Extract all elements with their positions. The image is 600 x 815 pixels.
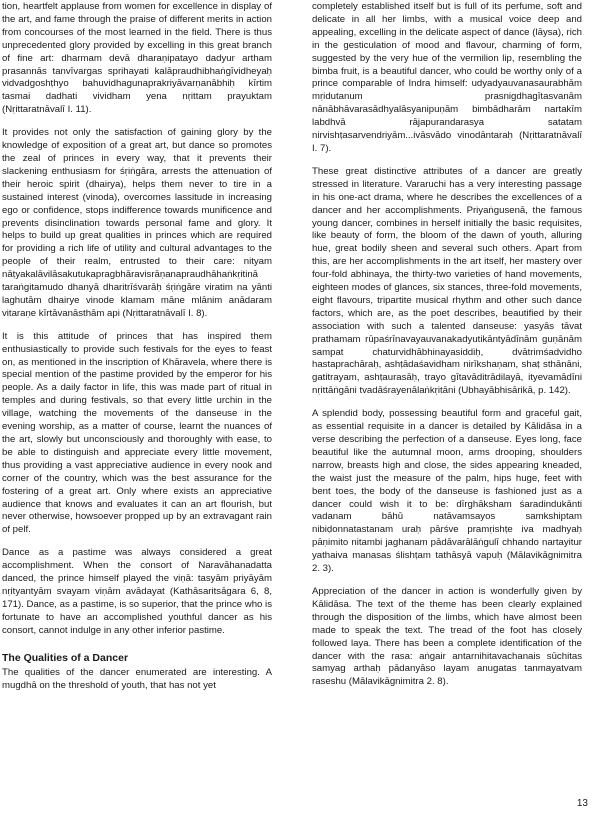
paragraph: A splendid body, possessing beautiful form and graceful gait, as essential requisite in a dancer is detailed by Kālidāsa in a verse describing the perfection of a danseuse. Eyes long, face beautiful like the autumnal moon, arms drooping, shoulders narrow, breasts high and close, the sides appearing kneaded, the waist just the measure of the palm, hips huge, feet with bent toes, the body of the danseuse is fashioned just as a dancer could wish it to be: dīrghāksham śaradindukānti vadanam bāhū natāvamsayos samkshiptam nibiḍonnatastanam uraḥ pārśve pramṛishṭe iva madhyaḥ pāṇimito nitambi jaghanam pādāvarālāṅgulī chhando nartayitur yathaiva manasas ślishṭam tathāsyā vapuḥ (Mālavikāgnimitra 2. 3). [312, 408, 582, 575]
right-column [312, 0, 582, 699]
paragraph: It provides not only the satisfaction of gaining glory by the knowledge of exposition of a great art, but dance so promotes the zeal of princes in every way, that it prevents their slackening enthusiasm for śṛiṅgāra, arrests the attenuation of their heroic spirit (dhairya), helps them never to tire in a sustained interest (vinoda), overcomes lassitude in increasing ego or confidence, stops indifference towards munificence and prevents disinclination towards personal fame and glory. It helps to build up great qualities in princes which are required for providing a rich life of utility and cultural advantages to the people of their realm, entrusted to their care: nityam nāṭyakalāvilāsakutukapragbhāravisrāṇanapraudhāhaṅkṛitinā taraṅgitamudo dhanyā dharitrīśvarāḥ śṛiṅgāre viratim na yānti laghutām dhairye vinode klamam māne mlānim anādaram vitaraṇe kīrtāvanāsthām api (Nṛittaratnāvalī I. 8). [2, 127, 272, 319]
paragraph: Dance as a pastime was always considered a great accomplishment. When the consort of Naravāhanadatta danced, the prince himself played the viṇā: tasyām priyāyām nṛityantyām svayam viṇām avādayat (Kathāsaritsāgara 6, 8, 171). Dance, as a pastime, is so superior, that the prince who is fortunate to have an accomplished youthful dancer as his consort, cannot indulge in any other inferior pastime. [2, 547, 272, 636]
section-heading: The Qualities of a Dancer [2, 651, 129, 664]
paragraph: These great distinctive attributes of a dancer are greatly stressed in literature. Vararuchi has a very interesting passage in his one-act drama, where he describes the excellences of a dancer and her accomplishments. Priyaṅgusenā, the famous young dancer, combines in herself initially the basic requisites, like beauty of form, the bloom of the dawn of youth, alluring hue, great bodily sheen and several such others. Apart from this, are her accomplishments in the art itself, her mastery over four-fold abhinaya, the thirty-two varieties of hand movements, eighteen modes of glances, six stances, three-fold movements, eight flavours, tripartite musical rhythm and other such dance factors, which are, as the poet describes, beautified by their association with such a talented danseuse: yasyās tāvat prathamam rūpaśrīnavayauvanakadyutikāntyādīnām guṇānām sampat chaturvidhābhinayasiddiḥ, dvātrimśadvidho hastaprachāraḥ, ashṭādaśavidham nirīkshaṇam, shaṭ sthānāni, gatitrayam, ashṭaurasāḥ, trayo gītavāditrādilayā, ityevamādīni nṛittāṅgāni tvadāśrayenālaṅkṛitāni (Ubhayābhisārikā, p. 142). [312, 165, 582, 397]
paragraph: It is this attitude of princes that has inspired them enthusiastically to provide such festivals for the eyes to feast on, as mentioned in the inscription of Khāravela, where there is special mention of the pastime provided by the emperor for his people. As a daily factor in life, this was made part of ritual in temples and during festivals, so that every little urchin in the village, watching the movements of the danseuse in the evening worship, as a matter of course, learnt the nuances of the art, slowly but unconsciously and thoroughly with ease, to be able to distinguish and appreciate every little movement, thus providing a vast appreciative audience in every nook and corner of the country, which was the best assurance for the fostering of a great art. Only where exists an appreciative audience that knows and evaluates it can an art flourish, but never otherwise, howsoever propped up by an extravagant rain of pelf. [2, 330, 272, 536]
page-number: 13 [576, 798, 588, 809]
paragraph: Appreciation of the dancer in action is wonderfully given by Kālidāsa. The text of the theme has been clearly explained through the disposition of the limbs, which have almost been made to speak the text. The tread of the foot has closely followed laya. There has been a complete identification of the dancer with the rasa: aṅgair antarnihitavachanais sūchitas samyag arthaḥ pādanyāso layam anugatas tanmayatvam raseshu (Mālavikāgnimitra 2. 8). [312, 585, 582, 688]
left-column [2, 0, 272, 702]
paragraph: tion, heartfelt applause from women for excellence in display of the art, and fame through the praise of different merits in action from concourses of the most learned in the field. There is thus unprecedented glory provided by excelling in this great branch of fine art: dharmam devā dharaṇipatayo dadyur artham prasannās tanvīvargas sprihayati kalāpraudhibhaṅgīvidheyaḥ vidvadgoshṭhyo bahuvidhagunaprakriyāvarṇanābhiḥ kīrtim tasmai dadhati vividham yena nṛittam prayuktam (Nṛittaratnāvalī I. 11). [2, 1, 272, 116]
paragraph: completely established itself but is full of its perfume, soft and delicate in all her limbs, with a musical voice deep and appealing, excelling in the delicate aspect of dance (lāysa), rich in the gesticulation of mood and flavour, charming of form, suggested by the very hue of the vermilion lip, resembling the bimba fruit, is a beautiful dancer, who could be worthy only of a prince comparable of Indra himself: udyadyauvanasaurabhām mṛidutanum prasnigdhagītasvanām nānābhāvarasādhyalāsyanipuṇām bimbādharām nartakīm labdhvā rājapurandarasya satatam nirvishṭasarvendriyām...ivāsvādo vinodāntaraḥ (Nṛittaratnāvalī I. 7). [312, 1, 582, 154]
paragraph: The qualities of the dancer enumerated are interesting. A mugdhā on the threshold of youth, that has not yet [2, 666, 272, 691]
